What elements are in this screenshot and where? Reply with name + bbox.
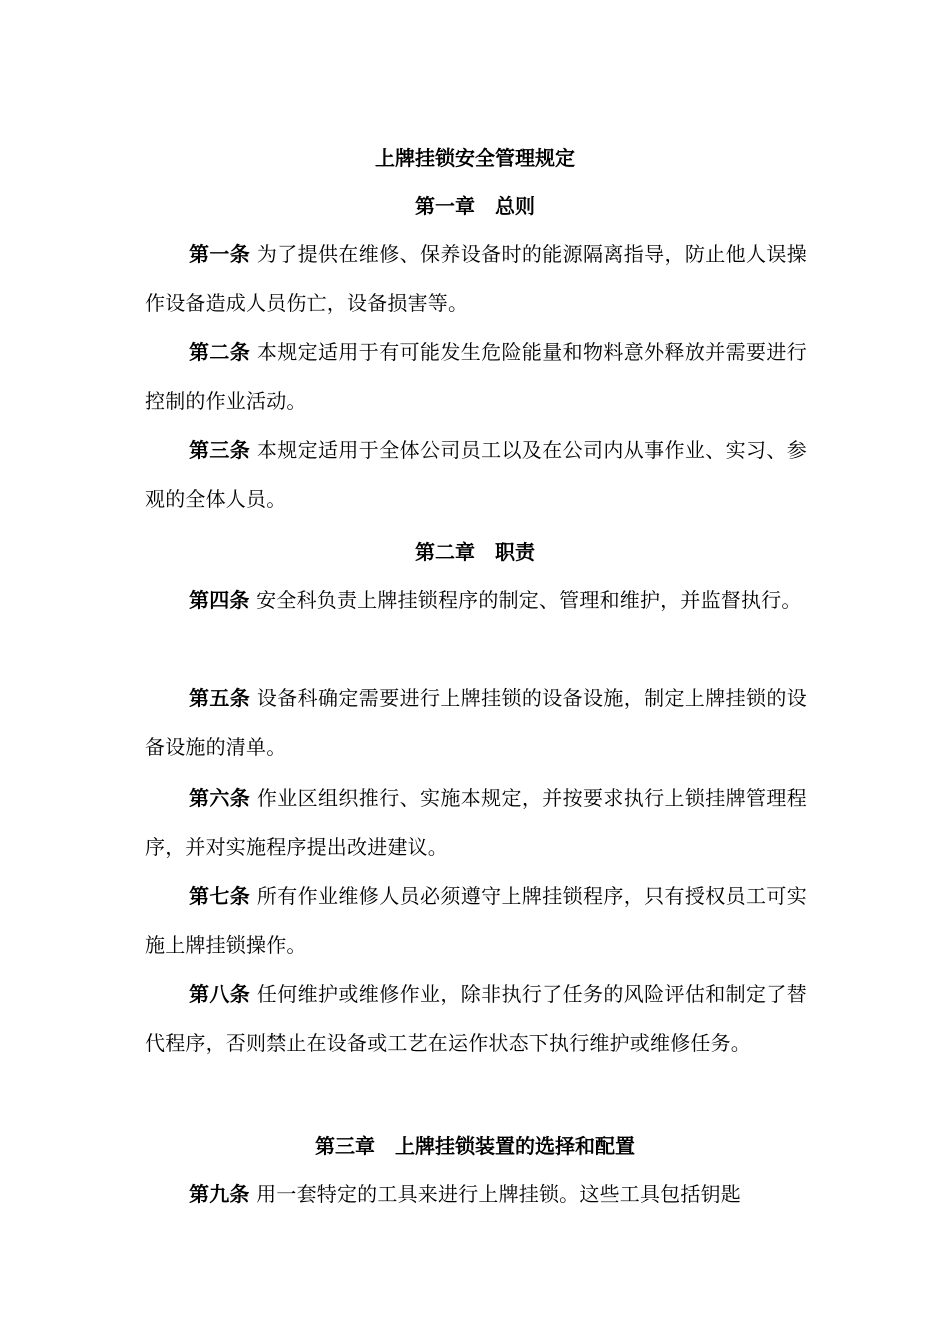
chapter-heading: 第二章 职责 <box>415 540 535 564</box>
article-label: 第六条 <box>189 786 251 810</box>
document-title: 上牌挂锁安全管理规定 <box>375 146 575 170</box>
chapter-heading: 第一章 总则 <box>415 194 535 218</box>
article-text: 用一套特定的工具来进行上牌挂锁。这些工具包括钥匙 <box>256 1182 741 1206</box>
article-paragraph <box>145 1170 807 1219</box>
article-label: 第四条 <box>189 588 250 612</box>
article-text: 为了提供在维修、保养设备时的能源隔离指导，防止他人误操作设备造成人员伤亡，设备损害等。 <box>145 242 808 315</box>
article-text: 设备科确定需要进行上牌挂锁的设备设施，制定上牌挂锁的设备设施的清单。 <box>145 686 808 759</box>
article-label: 第七条 <box>189 884 251 908</box>
article-label: 第三条 <box>189 438 251 462</box>
article-paragraph <box>145 774 807 872</box>
article-text: 任何维护或维修作业，除非执行了任务的风险评估和制定了替代程序，否则禁止在设备或工艺在运作状态下执行维护或维修任务。 <box>145 982 808 1055</box>
chapter-heading: 第三章 上牌挂锁装置的选择和配置 <box>315 1134 635 1158</box>
article-label: 第五条 <box>189 686 251 710</box>
article-text: 安全科负责上牌挂锁程序的制定、管理和维护，并监督执行。 <box>256 588 802 612</box>
article-paragraph <box>145 674 807 772</box>
article-label: 第一条 <box>189 242 251 266</box>
article-label: 第八条 <box>189 982 251 1006</box>
article-label: 第二条 <box>189 340 251 364</box>
article-paragraph <box>145 872 807 970</box>
article-paragraph <box>145 970 807 1068</box>
article-paragraph <box>145 426 807 524</box>
article-text: 所有作业维修人员必须遵守上牌挂锁程序，只有授权员工可实施上牌挂锁操作。 <box>145 884 808 957</box>
article-paragraph <box>145 328 807 426</box>
article-text: 本规定适用于全体公司员工以及在公司内从事作业、实习、参观的全体人员。 <box>145 438 808 511</box>
article-label: 第九条 <box>189 1182 250 1206</box>
article-paragraph <box>145 576 807 625</box>
article-paragraph <box>145 230 807 328</box>
article-text: 作业区组织推行、实施本规定，并按要求执行上锁挂牌管理程序，并对实施程序提出改进建议。 <box>145 786 808 859</box>
article-text: 本规定适用于有可能发生危险能量和物料意外释放并需要进行控制的作业活动。 <box>145 340 808 413</box>
